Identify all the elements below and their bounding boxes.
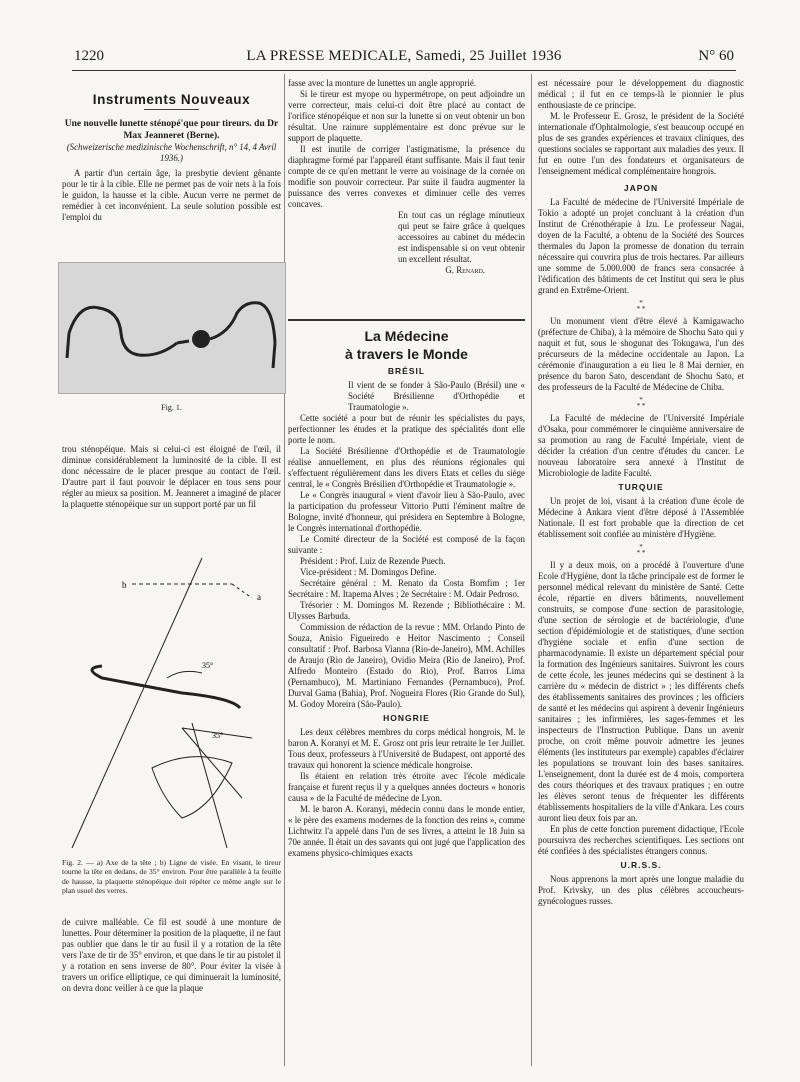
signature: G. Renard. <box>445 265 485 275</box>
paragraph: Commission de rédaction de la revue : MM. Orlando Pinto de Souza, Anisio Figueiredo e Heitor Nascimento ; Conseil consultatif : Prof. Barbosa Vianna (Rio-de-Janeiro), MM. Achilles de Araujo (Rio de Janeiro), Ovidio Meira (Rio de Janeiro), Prof. Alfredo Monteiro (Estado do Rio), Prof. Barros Lima (Pernambuco), M. Martiniano Fernandes (Pernambuco), Prof. Durval Gama (Bahia), Prof. Nogueira Flores (Rio Grande do Sul), M. Godoy Moreira (São-Paulo). <box>288 621 525 709</box>
paragraph: Président : Prof. Luiz de Rezende Puech. <box>300 555 446 566</box>
paragraph: Un projet de loi, visant à la création d'une école de Médecine à Ankara vient d'être déposé à l'Assemblée Nationale. Il est fort probable que la direction de cet établissement soit confiée au ministère d'Hygiène. <box>538 496 744 539</box>
section-heading: Instruments Nouveaux <box>92 92 251 107</box>
paragraph: de cuivre malléable. Ce fil est soudé à une monture de lunettes. Pour déterminer la position de la plaquette, il ne faut pas oublier que dans le tir au fusil il y a rotation de la tête vers l'axe de tir de 35° environ, et que dans le tir au pistolet il y a rotation en sens inverse de 80°. Pour éviter la visée à travers un orifice elliptique, ce qui diminuerait la luminosité, on devra donc veiller à ce que la plaque <box>62 917 281 993</box>
paragraph: La Société Brésilienne d'Orthopédie et de Traumatologie réalise annuellement, en plus des réunions régionales qui s'effectuent régulièrement dans les divers Etats et celles du siège central, le « Congrès Brésilien d'Orthopédie et Traumatologie ». <box>288 445 525 489</box>
paragraph: trou sténopéique. Mais si celui-ci est éloigné de l'œil, il diminue considérablement la luminosité de la cible. Il est donc nécessaire de le placer presque au contact de l'œil. D'autre part il faut pouvoir le déplacer en tous sens pour régler au mieux sa position. M. Jeanneret a imaginé de placer la plaquette sténopéique sur un support porté par un fil <box>62 444 281 509</box>
figure-1-photo <box>58 262 286 394</box>
paragraph: La Faculté de médecine de l'Université Impériale d'Osaka, pour commémorer le cinquième anniversaire de sa promotion au rang de Faculté Impériale, vient de décider la création d'un centre d'études du cancer. Le nouveau laboratoire sera annexé à l'Institut de Microbiologie de ladite Faculté. <box>538 413 744 478</box>
running-header <box>72 48 736 71</box>
head-axis-line <box>72 558 202 848</box>
country-heading: HONGRIE <box>383 712 430 723</box>
label-b: b <box>122 580 127 590</box>
figure-2-caption: Fig. 2. — a) Axe de la tête ; b) Ligne de visée. En visant, le tireur tourne la tête en dedans, de 35° environ. Pour être parallèle à la feuille de hausse, la plaquette sténopéique doit répéter ce même angle sur le plan usuel des verres. <box>62 858 281 896</box>
country-heading: JAPON <box>623 183 659 193</box>
page-number: 1220 <box>74 48 104 64</box>
paragraph: Trésorier : M. Domingos M. Rezende ; Bibliothécaire : M. Ulysses Barbuda. <box>288 599 525 621</box>
instruments-end <box>288 78 525 276</box>
paragraph: Le « Congrès inaugural » vient d'avoir lieu à São-Paulo, avec la participation du professeur Vittorio Putti l'éminent maître de Bologne, invité d'honneur, qui présidera en Septembre à Bologne, le Congrès international d'orthopédie. <box>288 489 525 533</box>
divider <box>288 319 525 321</box>
angle-label: 35° <box>202 661 214 670</box>
paragraph: A partir d'un certain âge, la presbytie devient gênante pour le tir à la cible. Elle ne permet pas de voir nets à la fois le guidon, la hausse et la cible. Aucun verre ne permet de remédier à cet inconvénient. La seule solution possible est l'emploi du <box>62 168 281 222</box>
instruments-continued <box>62 444 281 510</box>
instruments-section <box>62 94 281 223</box>
paragraph: M. le baron A. Koranyi, médecin connu dans le monde entier, « le père des examens modernes de la fonction des reins », comme Lichtwitz l'a appelé dans l'un de ses livres, a atteint le 18 Juin sa 70e année. Il était un des savants qui ont jugé que l'application des examens physico-chimiques exacts <box>288 803 525 858</box>
separator-stars: * * * <box>636 396 646 410</box>
paragraph: M. le Professeur E. Grosz, le président de la Société internationale d'Ophtalmologie, s'est beaucoup occupé en plus de ses grandes expériences et travaux cliniques, des questions sociales se rapportant aux maladies des yeux. Il fut en outre l'un des fondateurs et organisateurs de l'enseignement médical complémentaire hongrois. <box>538 111 744 176</box>
paragraph: En tout cas un réglage minutieux qui peut se faire grâce à quelques accessoires au cabinet du médecin est indispensable si on veut obtenir un excellent résultat. <box>398 210 525 264</box>
paragraph: En plus de cette fonction purement didactique, l'Ecole poursuivra des recherches scientifiques. Les sections ont été confiées à des spécialistes étrangers connus. <box>538 824 744 856</box>
separator-stars: * * * <box>636 543 646 557</box>
paragraph: Ils étaient en relation très étroite avec l'école médicale française et furent reçus il y a quelques années docteurs « honoris causa » de la Faculté de médecine de Lyon. <box>288 770 525 803</box>
journal-title: LA PRESSE MEDICALE, Samedi, 25 Juillet 1936 <box>246 48 562 64</box>
paragraph: La Faculté de médecine de l'Université Impériale de Tokio a adopté un projet concluant à la création d'un Institut de Crénothérapie à Izu. Le professeur Nagai, doyen de la Faculté, a obtenu de la Société des Sources thermales du Japon la promesse de donation du terrain nécessaire qui couvrira plus de trois hectares. Par ailleurs une somme de 5.000.000 de francs sera consacrée à l'édification des bâtiments de cet Institut qui sera le plus grand en Extrême-Orient. <box>538 197 744 295</box>
paragraph: Les deux célèbres membres du corps médical hongrois, M. le baron A. Koranyi et M. E. Grosz ont pris leur retraite le 1er Juillet. Tous deux, professeurs à l'Université de Budapest, ont apporté des travaux qui honorent la science médicale hongroise. <box>288 726 525 770</box>
medecine-continued <box>538 78 744 907</box>
figure-1-label: Fig. 1. <box>161 403 182 412</box>
article-source: (Schweizerische medizinische Wochenschrift, n° 14, 4 Avril 1936.) <box>66 142 277 163</box>
paragraph: Secrétaire général : M. Renato da Costa Bomfim ; 1er Secrétaire : M. Itapema Alves ; 2e Secrétaire : M. Odair Pedroso. <box>288 577 525 599</box>
country-heading: U.R.S.S. <box>620 860 662 870</box>
paragraph: Le Comité directeur de la Société est composé de la façon suivante : <box>288 533 525 555</box>
issue-number: N° 60 <box>698 48 734 64</box>
column-divider <box>531 74 532 1066</box>
instruments-continued <box>62 917 281 994</box>
eye-outline <box>152 757 232 818</box>
section-heading: La Médecine <box>364 327 449 344</box>
country-heading: TURQUIE <box>618 482 664 492</box>
angle-label: 35° <box>212 731 224 740</box>
column-divider <box>284 74 285 1066</box>
medecine-section <box>288 316 525 859</box>
paragraph: Il est inutile de corriger l'astigmatisme, la présence du diaphragme formé par l'appareil étant suffisante. Mais il faut tenir compte de ce qu'en mettant le verre au voisinage de la cornée on modifie son pouvoir correcteur. Par suite il faudra augmenter la puissance des verres convexes et diminuer celle des verres concaves. <box>288 144 525 209</box>
paragraph: Si le tireur est myope ou hypermétrope, on peut adjoindre un verre correcteur, mais celui-ci doit être placé au contact de l'orifice sténopéique et non sur la lunette si on veut obtenir un bon résultat. Une rainure supplémentaire est donc prévue sur le support de plaquette. <box>288 89 525 143</box>
paragraph: Il y a deux mois, on a procédé à l'ouverture d'une Ecole d'Hygiène, dont la tâche principale est de former le personnel médical relevant du ministère de Santé. Cette école, répartie en divers bâtiments, nouvellement construits, se compose d'une section de parasitologie, d'une section de sérologie et de bactériologie, d'une section d'épidémiologie et de statistiques, d'une section d'hygiène sociale et enfin d'une section de pharmacodynamie. Il existe un département spécial pour la formation des Ingénieurs sanitaires. Suivront les cours de cette école, les jeunes médecins qui se destinent à la carrière du « médecin de district » ; les différents chefs des établissements sanitaires des provinces ; les officiers de santé et les médecins qui aspirent à devenir Ingénieurs sanitaires ; les infirmières, les sages-femmes et les inspecteurs de l'Instruction Publique. Dans un avenir proche, on croit même pouvoir admettre les jeunes éléments (les instituteurs par exemple) capables d'éclairer les populations se trouvant loin des bases sanitaires. L'enseignement, dont la durée est de 4 mois, comportera des cours théoriques et des travaux pratiques ; en outre les élèves seront tenus de fréquenter les différents établissements hospitaliers de la ville d'Ankara. Les cours auront lieu deux fois par an. <box>538 560 744 823</box>
section-heading: à travers le Monde <box>345 345 468 362</box>
figure-2-diagram <box>62 548 284 856</box>
paragraph: fasse avec la monture de lunettes un angle approprié. <box>288 78 477 88</box>
country-heading: BRÉSIL <box>387 365 426 376</box>
label-a: a <box>257 592 261 602</box>
paragraph: Nous apprenons la mort après une longue maladie du Prof. Krivsky, un des plus célèbres accoucheurs-gynécologues russes. <box>538 874 744 906</box>
paragraph: Un monument vient d'être élevé à Kamigawacho (préfecture de Chiba), à la mémoire de Shochu Sato qui y naquit et fut, sous le shogunat des Tokugawa, l'un des précurseurs de la médecine occidentale au Japon. La cérémonie d'inauguration a eu lieu le 8 Mai dernier, en présence du baron Sato, descendant de Shochu Sato, et des professeurs de la Faculté de Médecine de Chiba. <box>538 316 744 392</box>
article-title: Une nouvelle lunette sténopé'que pour tireurs. du Dr Max Jeanneret (Berne). <box>64 119 279 141</box>
divider <box>144 109 199 110</box>
paragraph: Cette société a pour but de réunir les spécialistes du pays, perfectionner les études et la pratique des spécialités dont elle porte le nom. <box>288 412 525 445</box>
separator-stars: * * * <box>636 299 646 313</box>
spectacles-illustration <box>59 263 285 393</box>
spectacle-frame <box>92 666 240 708</box>
paragraph: Il vient de se fonder à São-Paulo (Brésil) une « Société Brésilienne d'Orthopédie et Traumatologie ». <box>348 379 525 412</box>
paragraph: Vice-président : M. Domingos Define. <box>300 566 437 577</box>
paragraph: est nécessaire pour le développement du diagnostic médical ; il fut en ce temps-là le pionnier le plus enthousiaste de ce principe. <box>538 78 744 110</box>
